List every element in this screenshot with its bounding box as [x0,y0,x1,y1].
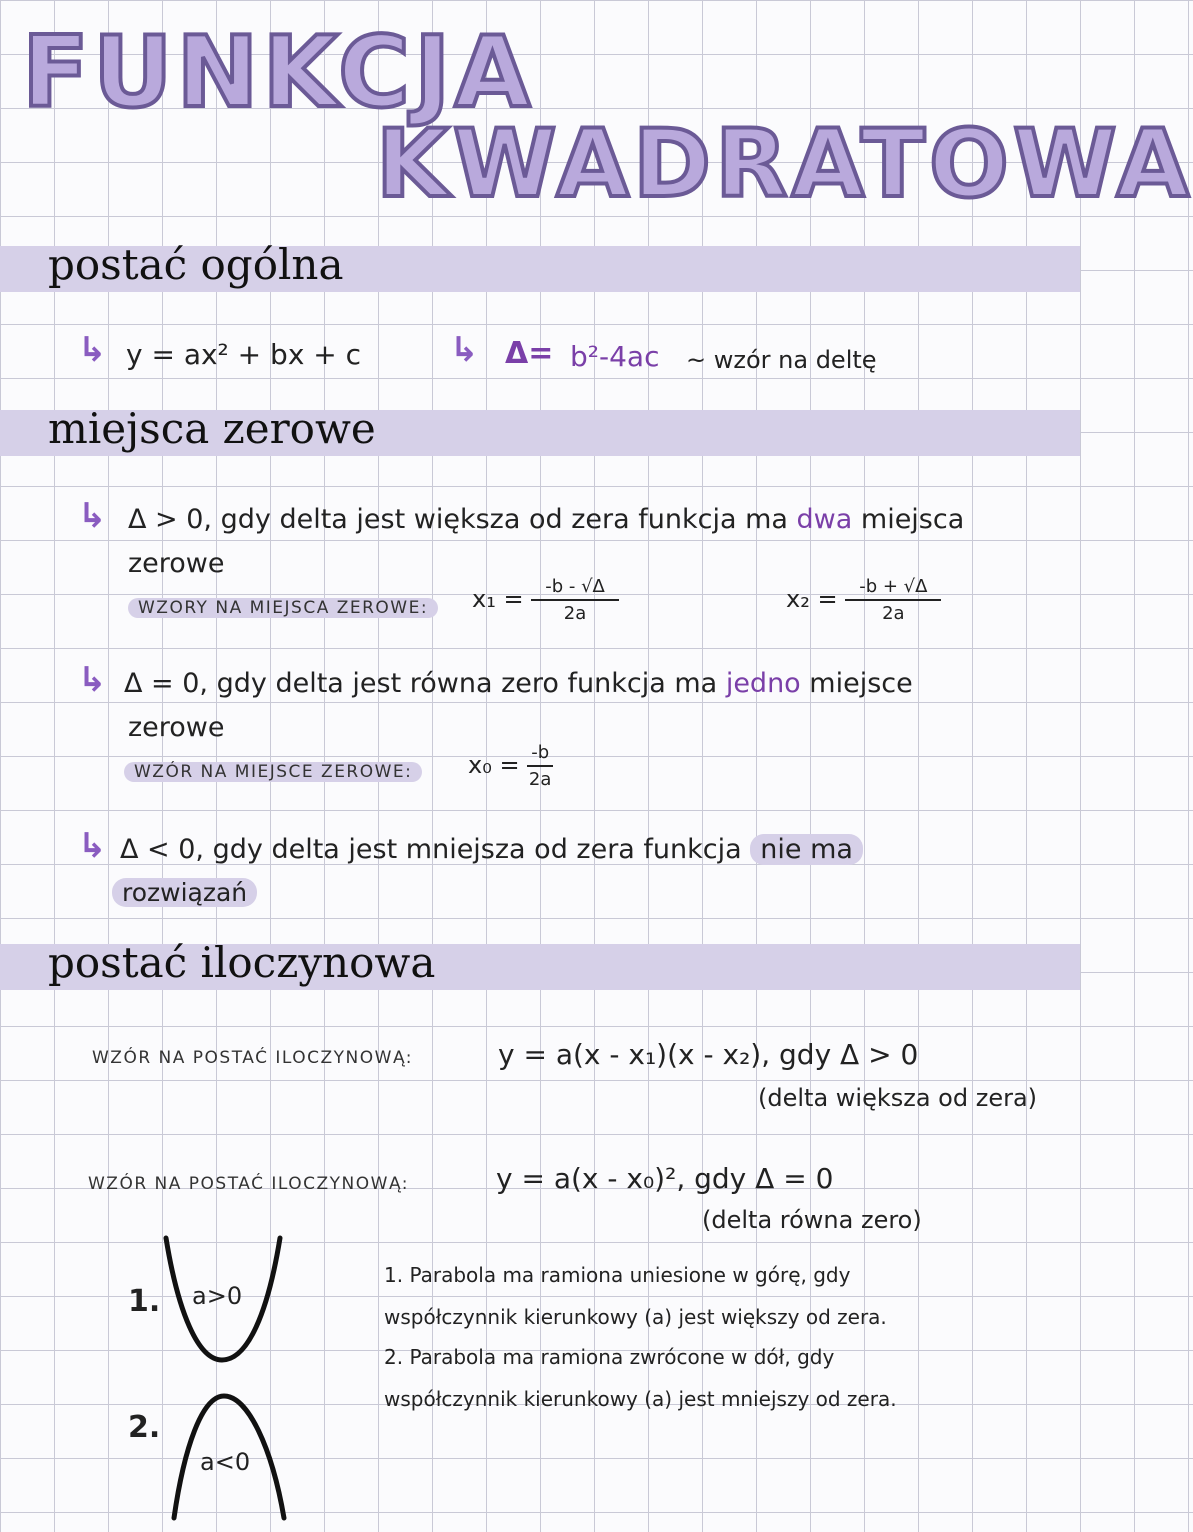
x0-name: x₀ = [468,751,520,779]
product-row1-label: WZÓR NA POSTAĆ ILOCZYNOWĄ: [92,1048,414,1068]
case2-text: gdy delta jest równa zero funkcja ma [216,668,718,699]
product-row2-label: WZÓR NA POSTAĆ ILOCZYNOWĄ: [88,1174,410,1194]
arrow-icon: ↳ [450,330,479,370]
case3-line [120,834,863,865]
delta-formula: b²-4ac [570,340,660,373]
product-row1-formula: y = a(x - x₁)(x - x₂), gdy Δ > 0 [498,1038,919,1071]
title-line-2: KWADRATOWA [376,110,1193,219]
parabola-note-1: 1. Parabola ma ramiona uniesione w górę, gdy współczynnik kierunkowy (a) jest większy od zera. [384,1263,887,1329]
case1-highlight: dwa [796,504,853,535]
case1-text: gdy delta jest większa od zera funkcja ma [220,504,788,535]
case3-highlight-a: nie ma [750,834,863,865]
x1-name: x₁ = [472,585,524,613]
heading-zeros: miejsca zerowe [48,404,376,453]
case2-text-c: zerowe [128,712,225,743]
x0-numerator: -b [527,742,553,767]
x1-denominator: 2a [563,603,587,624]
x2-numerator: -b + √Δ [845,576,941,601]
heading-product: postać iloczynowa [48,938,436,987]
case3-text: gdy delta jest mniejsza od zera funkcja [212,834,742,865]
x0-fraction [527,742,553,790]
x0-denominator: 2a [528,769,552,790]
arrow-icon: ↳ [78,660,107,700]
x1-formula [472,576,619,624]
product-row2-formula: y = a(x - x₀)², gdy Δ = 0 [496,1162,834,1195]
parabola-2-number: 2. [128,1410,161,1445]
case1-cond: Δ > 0, [128,504,213,535]
arrow-icon: ↳ [78,496,107,536]
x2-formula [786,576,941,624]
case2-line [124,668,913,699]
general-formula: y = ax² + bx + c [126,338,362,371]
x0-formula [468,742,553,790]
parabola-note-2: 2. Parabola ma ramiona zwrócone w dół, gdy współczynnik kierunkowy (a) jest mniejszy od zera. [384,1345,897,1411]
case3-highlight-b: rozwiązań [112,878,257,907]
delta-symbol: Δ= [505,336,554,371]
parabola-1-number: 1. [128,1284,161,1319]
parabola-1-label: a>0 [192,1282,243,1310]
title-line-1: FUNKCJA [22,16,535,130]
case3-cond: Δ < 0, [120,834,205,865]
x1-numerator: -b - √Δ [531,576,619,601]
case2-text-b: miejsce [809,668,913,699]
case1-label: WZORY NA MIEJSCA ZEROWE: [128,598,438,618]
case1-line [128,504,964,535]
product-row1-note: (delta większa od zera) [758,1084,1038,1112]
x1-fraction [531,576,619,624]
x2-fraction [845,576,941,624]
case1-text-b: miejsca [860,504,965,535]
case2-cond: Δ = 0, [124,668,209,699]
arrow-icon: ↳ [78,330,107,370]
product-row2-note: (delta równa zero) [702,1206,922,1234]
parabola-2-label: a<0 [200,1448,251,1476]
arrow-icon: ↳ [78,826,107,866]
x2-name: x₂ = [786,585,838,613]
case2-label: WZÓR NA MIEJSCE ZEROWE: [124,762,422,782]
heading-general: postać ogólna [48,240,344,289]
x2-denominator: 2a [882,603,905,624]
case1-text-c: zerowe [128,548,225,579]
delta-note: ~ wzór na deltę [686,346,877,374]
case2-highlight: jedno [725,668,801,699]
